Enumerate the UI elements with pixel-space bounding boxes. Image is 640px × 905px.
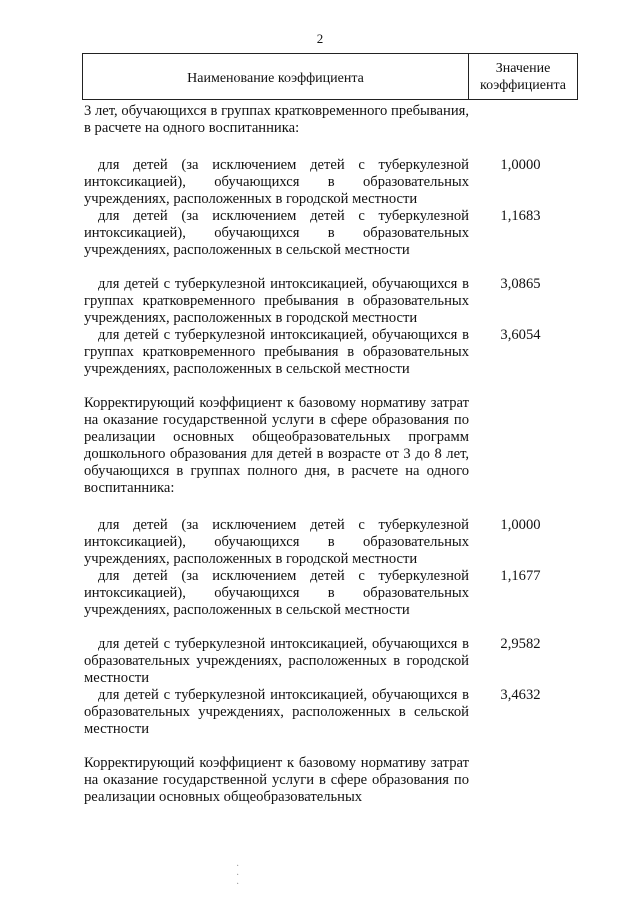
intro-continuation: 3 лет, обучающихся в группах кратковременного пребывания, в расчете на одного воспитанника: [84, 103, 469, 136]
page-number: 2 [316, 31, 324, 46]
row-description: для детей с туберкулезной интоксикацией, обучающихся в образовательных учреждениях, расположенных в городской местности [84, 636, 469, 686]
row-value: 3,0865 [500, 276, 541, 292]
table-row [84, 687, 572, 738]
table-row [84, 517, 572, 568]
scan-artifact-dots: · · · [236, 861, 240, 890]
row-description: для детей с туберкулезной интоксикацией, обучающихся в группах кратковременного пребывания в образовательных учреждениях, расположенных в городской местности [84, 276, 469, 326]
row-description: для детей (за исключением детей с туберкулезной интоксикацией), обучающихся в образовательных учреждениях, расположенных в городской местности [84, 157, 469, 207]
row-value: 2,9582 [500, 636, 541, 652]
row-value: 3,4632 [500, 687, 541, 703]
header-value-line1: Значение [495, 60, 551, 76]
row-description: для детей с туберкулезной интоксикацией, обучающихся в группах кратковременного пребывания в образовательных учреждениях, расположенных в сельской местности [84, 327, 469, 377]
table-row [84, 636, 572, 687]
paragraph-next-coefficient: Корректирующий коэффициент к базовому нормативу затрат на оказание государственной услуги в сфере образования по реализации основных общеобразовательных [84, 755, 469, 805]
row-value: 1,1677 [500, 568, 541, 584]
row-description: для детей (за исключением детей с туберкулезной интоксикацией), обучающихся в образовательных учреждениях, расположенных в городской местности [84, 517, 469, 567]
row-description: для детей с туберкулезной интоксикацией, обучающихся в образовательных учреждениях, расположенных в сельской местности [84, 687, 469, 737]
row-description: для детей (за исключением детей с туберкулезной интоксикацией), обучающихся в образовательных учреждениях, расположенных в сельской местности [84, 568, 469, 618]
table-row [84, 157, 572, 208]
table-header [82, 53, 578, 100]
row-value: 1,1683 [500, 208, 541, 224]
row-value: 1,0000 [500, 157, 541, 173]
table-row [84, 208, 572, 259]
table-row [84, 568, 572, 619]
coefficient-table-body [84, 103, 572, 806]
row-value: 1,0000 [500, 517, 541, 533]
table-row [84, 327, 572, 378]
table-row [84, 276, 572, 327]
row-value: 3,6054 [500, 327, 541, 343]
header-value-column [469, 54, 577, 99]
header-name-column: Наименование коэффициента [83, 54, 469, 99]
header-value-line2: коэффициента [480, 77, 566, 93]
row-description: для детей (за исключением детей с туберкулезной интоксикацией), обучающихся в образовательных учреждениях, расположенных в сельской местности [84, 208, 469, 258]
paragraph-full-day-groups: Корректирующий коэффициент к базовому нормативу затрат на оказание государственной услуги в сфере образования по реализации основных общеобразовательных программ дошкольного образования для детей в возрасте от 3 до 8 лет, обучающихся в группах полного дня, в расчете на одного воспитанника: [84, 395, 469, 496]
